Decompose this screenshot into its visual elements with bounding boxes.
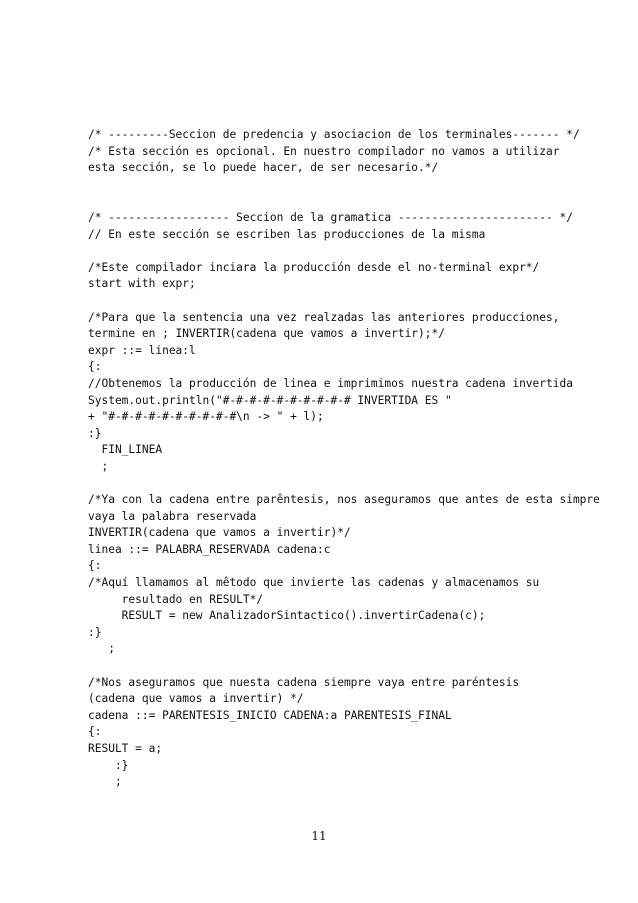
code-line (88, 475, 618, 492)
code-line: // En este sección se escriben las producciones de la misma (88, 227, 486, 241)
code-line: + "#-#-#-#-#-#-#-#-#-#\n -> " + l); (88, 410, 324, 424)
code-line (88, 243, 618, 260)
code-line: INVERTIR(cadena que vamos a invertir)*/ (88, 526, 351, 540)
code-line: :} (88, 426, 102, 440)
code-line: /* ------------------ Seccion de la gramatica ----------------------- */ (88, 210, 573, 224)
code-line: expr ::= linea:l (88, 343, 196, 357)
code-line: RESULT = new AnalizadorSintactico().invertirCadena(c); (88, 609, 486, 623)
code-line: termine en ; INVERTIR(cadena que vamos a invertir);*/ (88, 327, 445, 341)
code-line (88, 658, 618, 675)
code-line: vaya la palabra reservada (88, 509, 257, 523)
code-line: /*Nos aseguramos que nuesta cadena siempre vaya entre paréntesis (88, 675, 520, 689)
code-line: ; (88, 642, 115, 656)
code-line: cadena ::= PARENTESIS_INICIO CADENA:a PARENTESIS_FINAL (88, 708, 452, 722)
code-line: /*Aquí llamamos al mêtodo que invierte las cadenas y almacenamos su (88, 576, 540, 590)
code-line: {: (88, 559, 102, 573)
code-line: :} (88, 758, 129, 772)
code-line (88, 193, 618, 210)
code-line: /* Esta sección es opcional. En nuestro compilador no vamos a utilizar (88, 144, 560, 158)
page-number: 11 (311, 829, 327, 843)
code-line: linea ::= PALABRA_RESERVADA cadena:c (88, 542, 331, 556)
code-line: /*Ya con la cadena entre parêntesis, nos aseguramos que antes de esta simpre (88, 493, 600, 507)
code-line: RESULT = a; (88, 741, 163, 755)
code-line: FIN_LINEA (88, 443, 163, 457)
code-line: /* ---------Seccion de predencia y asociacion de los terminales------- */ (88, 128, 580, 141)
code-line: esta sección, se lo puede hacer, de ser necesario.*/ (88, 161, 439, 175)
code-line: {: (88, 360, 102, 374)
code-line: /*Para que la sentencia una vez realzadas las anteriores producciones, (88, 310, 560, 324)
code-line: start with expr; (88, 277, 196, 291)
code-line: (cadena que vamos a invertir) */ (88, 692, 304, 706)
code-line (88, 293, 618, 310)
code-line: :} (88, 625, 102, 639)
code-line: //Obtenemos la producción de linea e imprimimos nuestra cadena invertida (88, 376, 573, 390)
code-listing (88, 127, 618, 791)
code-line: ; (88, 775, 122, 789)
code-line: resultado en RESULT*/ (88, 592, 264, 606)
code-line: ; (88, 459, 109, 473)
code-line: /*Este compilador inciara la producción desde el no-terminal expr*/ (88, 260, 540, 274)
code-line (88, 177, 618, 194)
code-line: {: (88, 725, 102, 739)
code-line: System.out.println("#-#-#-#-#-#-#-#-#-# INVERTIDA ES " (88, 393, 452, 407)
